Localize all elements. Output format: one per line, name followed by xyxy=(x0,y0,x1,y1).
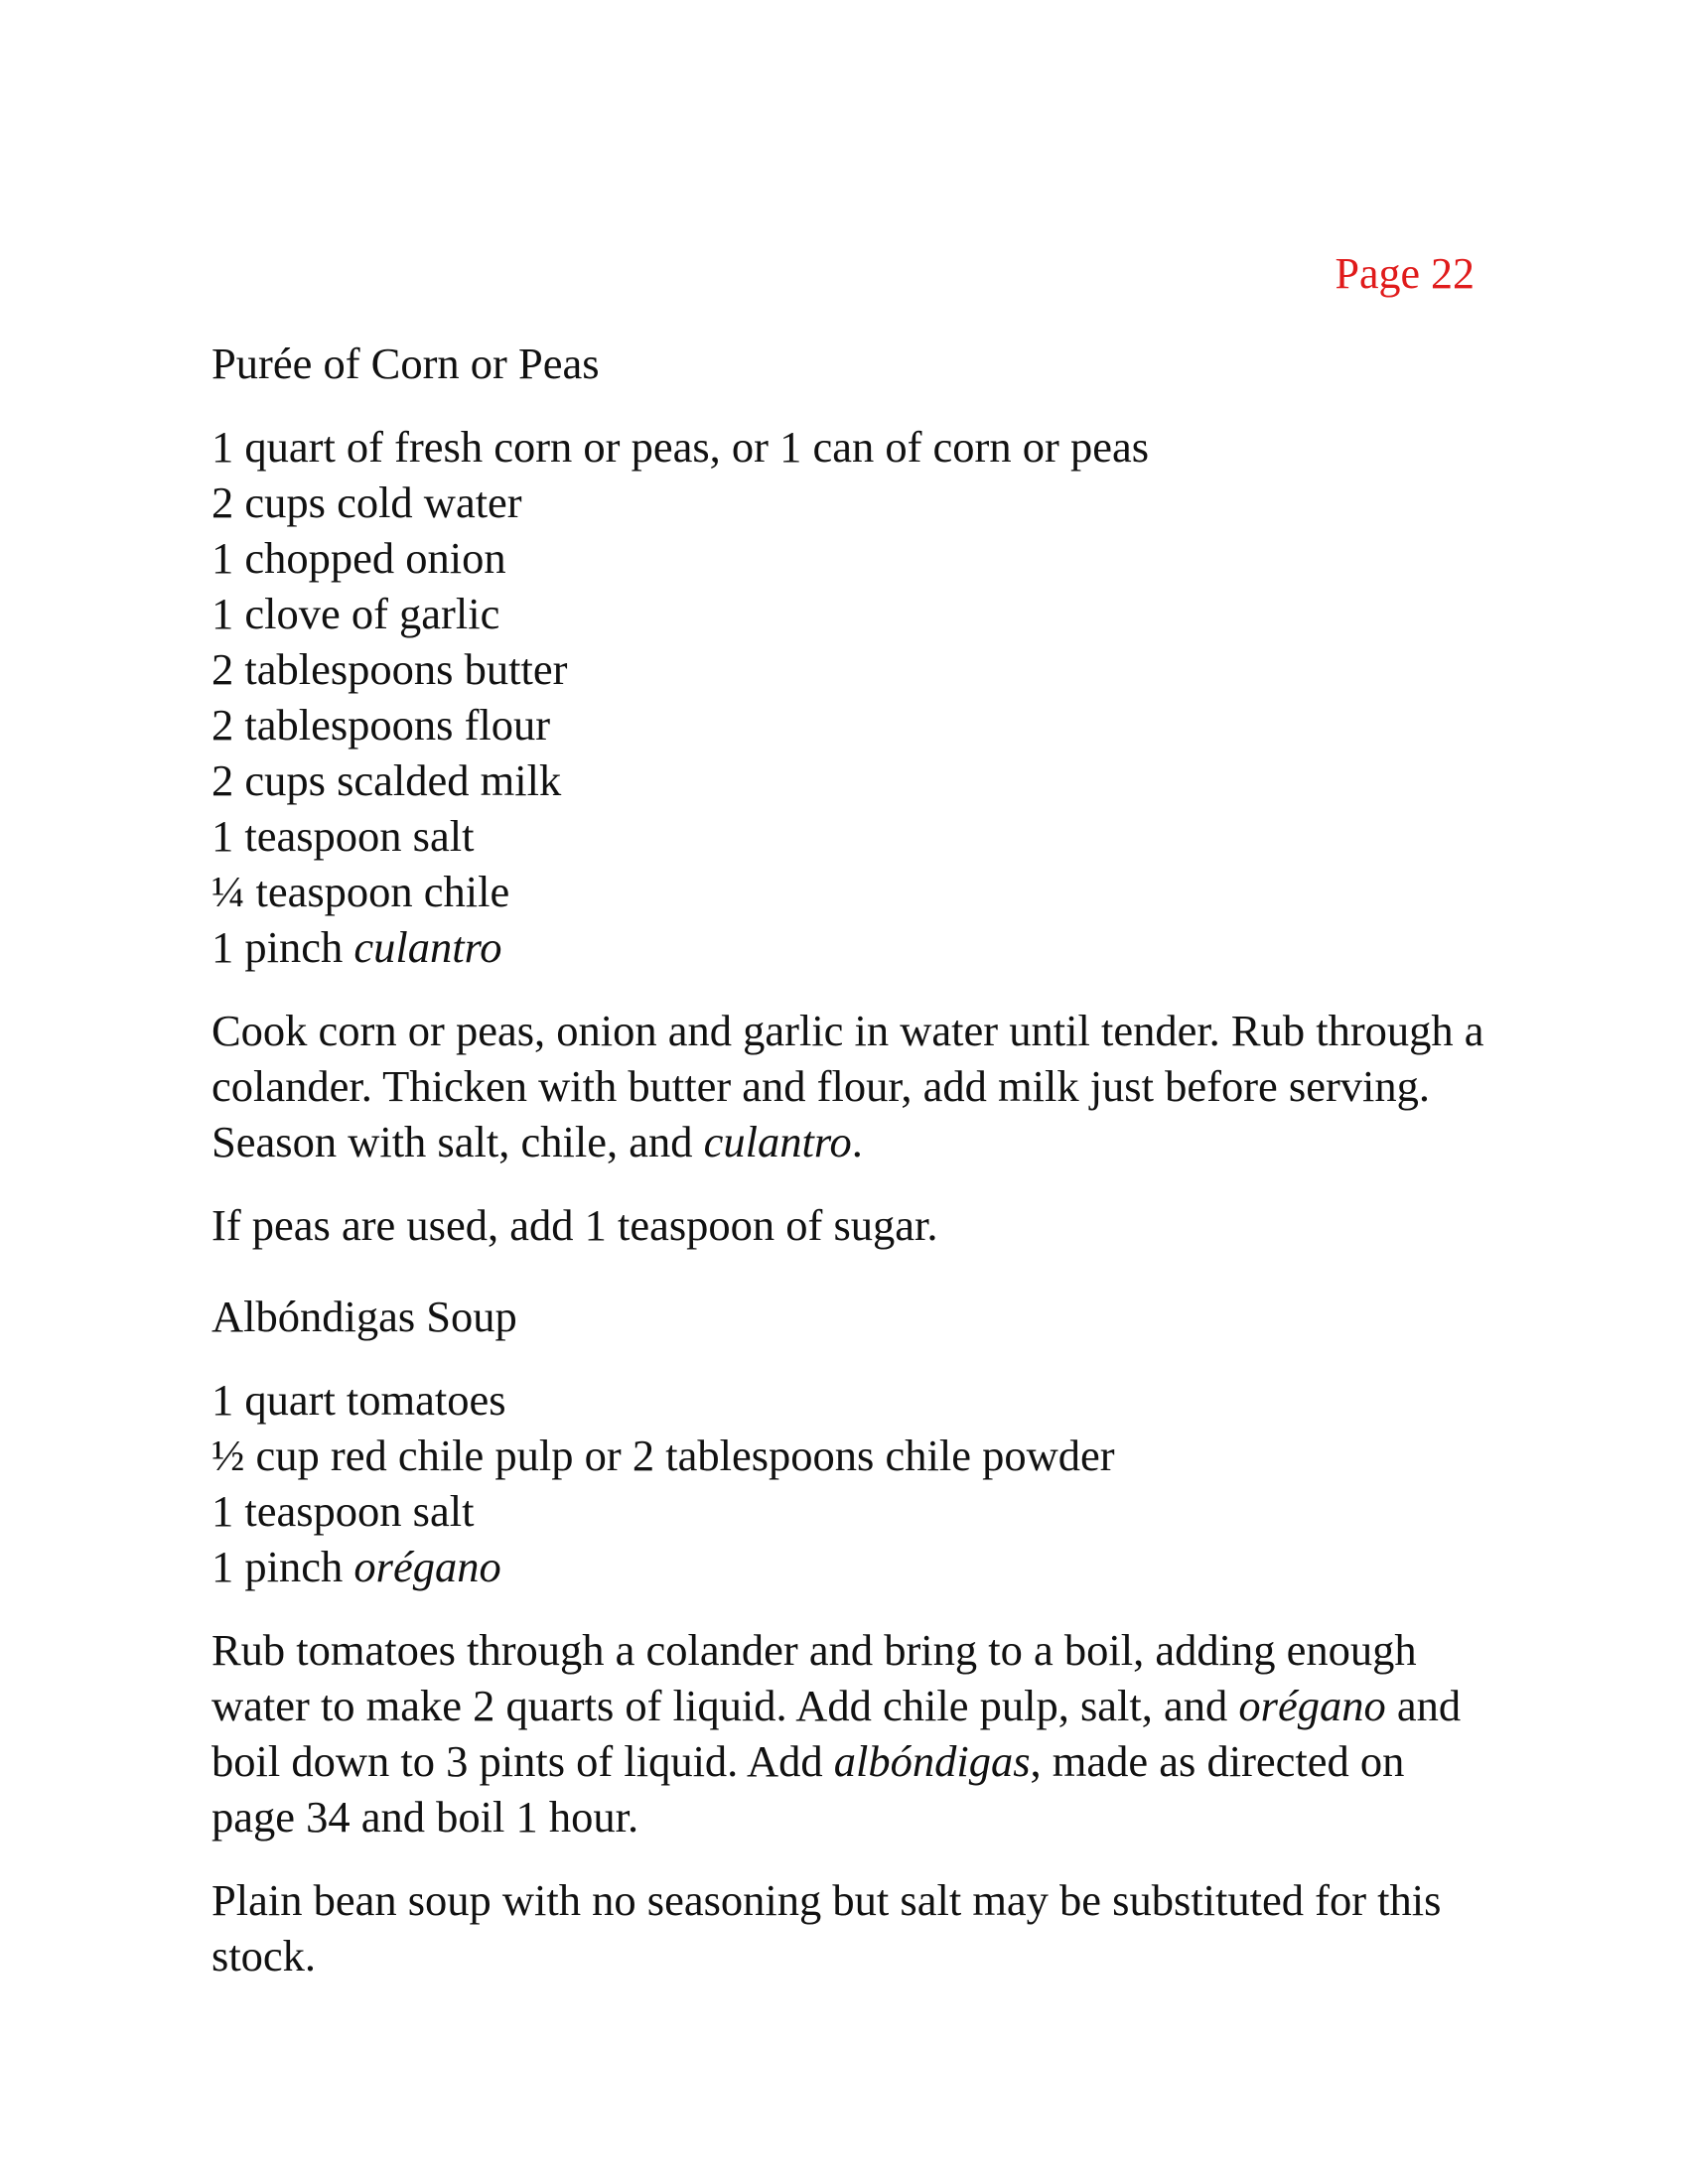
recipe-note: Plain bean soup with no seasoning but salt may be substituted for this stock. xyxy=(211,1875,1442,1980)
ingredient-item: 1 pinch culantro xyxy=(211,922,502,972)
ingredient-item: 1 quart tomatoes xyxy=(211,1375,506,1425)
ingredient-item: 2 tablespoons flour xyxy=(211,700,551,750)
ingredient-item: 2 cups cold water xyxy=(211,478,522,527)
recipe-method: Rub tomatoes through a colander and bring to a boil, adding enough water to make 2 quarts of liquid. Add chile pulp, salt, and orégano and boil down to 3 pints of liquid. Add albóndigas, made as directed on page 34 and boil 1 hour. xyxy=(211,1625,1473,1842)
ingredient-list xyxy=(211,419,1492,975)
ingredient-item: 1 teaspoon salt xyxy=(211,811,475,861)
recipe-albondigas-soup xyxy=(211,1289,1492,1983)
recipe-method: Cook corn or peas, onion and garlic in water until tender. Rub through a colander. Thicken with butter and flour, add milk just before serving. Season with salt, chile, and culantro. xyxy=(211,1006,1484,1166)
ingredient-list xyxy=(211,1372,1492,1594)
recipe-note: If peas are used, add 1 teaspoon of sugar. xyxy=(211,1200,938,1250)
ingredient-item: ½ cup red chile pulp or 2 tablespoons chile powder xyxy=(211,1431,1115,1480)
recipe-title: Purée of Corn or Peas xyxy=(211,339,600,388)
ingredient-item: 1 teaspoon salt xyxy=(211,1486,475,1536)
page-number: Page 22 xyxy=(1335,249,1475,298)
ingredient-item: 1 clove of garlic xyxy=(211,589,500,638)
ingredient-item: 2 cups scalded milk xyxy=(211,755,562,805)
ingredient-item: ¼ teaspoon chile xyxy=(211,867,510,916)
ingredient-item: 1 quart of fresh corn or peas, or 1 can of corn or peas xyxy=(211,422,1150,472)
ingredient-item: 1 chopped onion xyxy=(211,533,506,583)
recipe-puree-corn-peas xyxy=(211,336,1492,1253)
recipe-title: Albóndigas Soup xyxy=(211,1292,517,1341)
page-content xyxy=(211,336,1492,2011)
ingredient-item: 2 tablespoons butter xyxy=(211,644,568,694)
ingredient-item: 1 pinch orégano xyxy=(211,1542,501,1591)
